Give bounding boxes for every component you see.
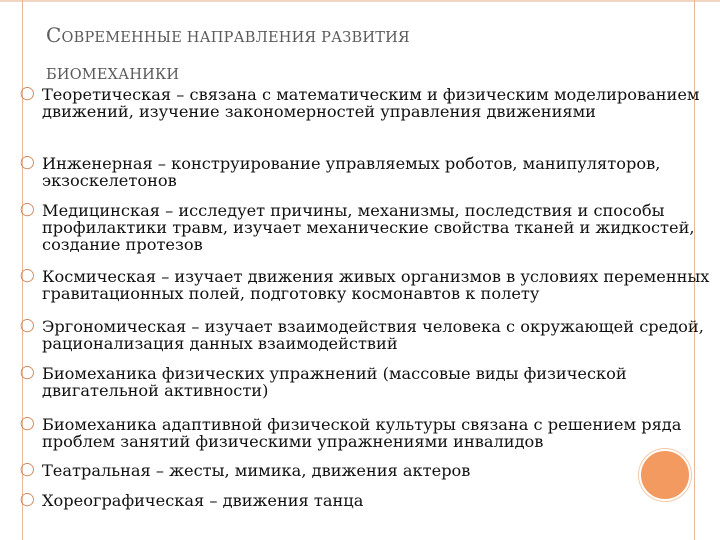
title-line-1	[46, 18, 666, 55]
bullet-text: Теоретическая – связана с математическим и физическим моделированием движений, изучение закономерностей управления движениями	[42, 85, 700, 121]
list-item	[20, 365, 710, 399]
list-item	[20, 202, 710, 253]
list-item	[20, 492, 710, 509]
top-divider	[0, 0, 720, 2]
title-line-1-rest: ОВРЕМЕННЫЕ НАПРАВЛЕНИЯ РАЗВИТИЯ	[61, 30, 410, 46]
bullet-circle-icon: ◯	[20, 155, 35, 170]
bullet-text: Биомеханика адаптивной физической культуры связана с решением ряда проблем занятий физическими упражнениями инвалидов	[42, 415, 682, 451]
bullet-circle-icon: ◯	[20, 416, 35, 431]
title-line-2-text: БИОМЕХАНИКИ	[46, 67, 180, 83]
list-item	[20, 462, 710, 479]
bullet-text: Эргономическая – изучает взаимодействия человека с окружающей средой, рационализация данных взаимодействий	[42, 317, 704, 353]
bullet-text: Театральная – жесты, мимика, движения актеров	[42, 461, 471, 480]
bullet-text: Хореографическая – движения танца	[42, 491, 364, 510]
bullet-circle-icon: ◯	[20, 202, 35, 217]
bullet-circle-icon: ◯	[20, 86, 35, 101]
list-item	[20, 318, 710, 352]
bullet-circle-icon: ◯	[20, 462, 35, 477]
decorative-orange-circle	[639, 449, 691, 501]
bullet-text: Инженерная – конструирование управляемых роботов, манипуляторов, экзоскелетонов	[42, 154, 661, 190]
bullet-circle-icon: ◯	[20, 318, 35, 333]
list-item	[20, 268, 710, 302]
bullet-circle-icon: ◯	[20, 268, 35, 283]
list-item	[20, 86, 710, 120]
list-item	[20, 155, 710, 189]
bullet-circle-icon: ◯	[20, 492, 35, 507]
list-item	[20, 416, 710, 450]
bullet-text: Биомеханика физических упражнений (массовые виды физической двигательной активности)	[42, 364, 627, 400]
bullet-circle-icon: ◯	[20, 365, 35, 380]
title-initial: С	[46, 23, 62, 47]
bullet-text: Медицинская – исследует причины, механизмы, последствия и способы профилактики травм, изучает механические свойства тканей и жидкостей, создание протезов	[42, 201, 695, 254]
slide-title	[46, 18, 666, 92]
bullet-text: Космическая – изучает движения живых организмов в условиях переменных гравитационных полей, подготовку космонавтов к полету	[42, 267, 710, 303]
